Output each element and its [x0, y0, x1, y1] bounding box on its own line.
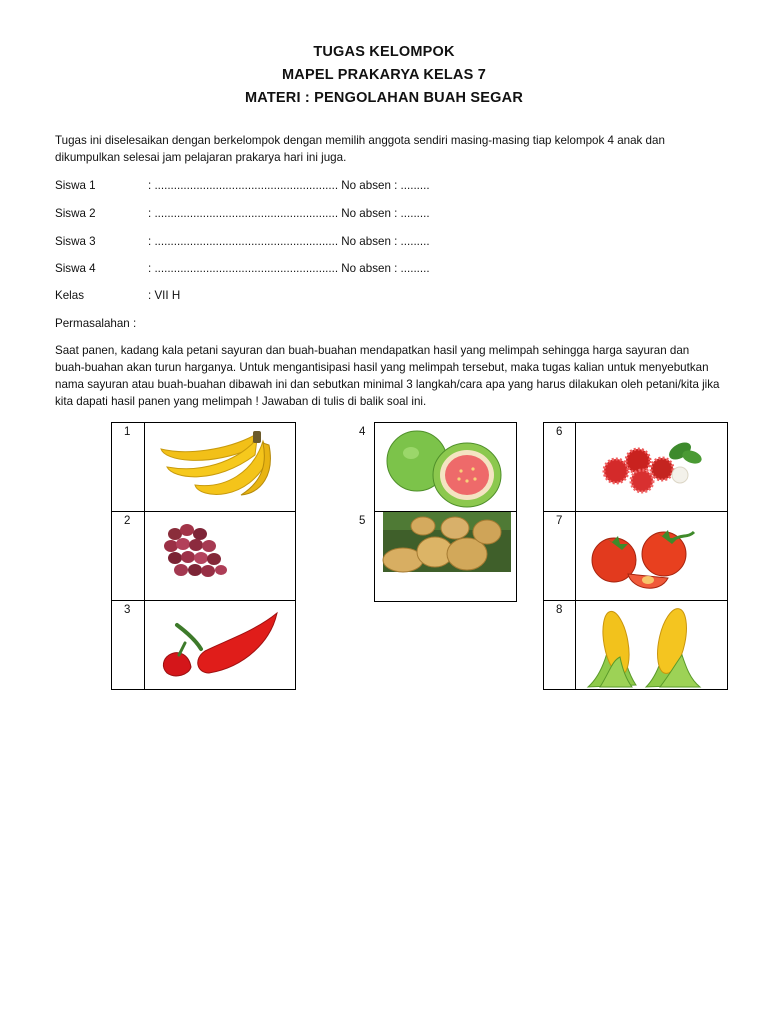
- table-row: [544, 423, 728, 512]
- student-blank: : ......................................................... No absen : .........: [148, 262, 430, 275]
- student-label: Siswa 2: [55, 207, 96, 220]
- potato-icon: [375, 512, 515, 600]
- produce-table-left: [111, 422, 296, 690]
- item-image-cell: [145, 423, 296, 512]
- student-blank: : ......................................................... No absen : .........: [148, 207, 430, 220]
- item-image-cell: [576, 423, 728, 512]
- student-label: Siswa 3: [55, 235, 96, 248]
- item-image-cell: [145, 601, 296, 690]
- tomato-icon: [576, 512, 726, 600]
- problem-paragraph: Saat panen, kadang kala petani sayuran dan buah-buahan mendapatkan hasil yang melimpah sehingga harga sayuran dan buah-buahan akan turun harganya. Untuk mengantisipasi hasil yang melimpah tersebut, maka tugas kalian untuk menyebutkan nama sayuran atau buah-buahan dibawah ini dan sebutkan minimal 3 langkah/cara apa yang harus dilakukan oleh petani/kita jika kita dapati hasil panen yang melimpah ! Jawaban di tulis di balik soal ini.: [55, 344, 720, 408]
- student-label: Siswa 1: [55, 179, 96, 192]
- item-number: 7: [544, 512, 576, 601]
- item-image-cell: [576, 512, 728, 601]
- banana-icon: [145, 423, 295, 511]
- title-line-2: MAPEL PRAKARYA KELAS 7: [282, 67, 486, 83]
- guava-icon: [375, 423, 515, 511]
- item-image-cell: [359, 512, 517, 602]
- table-row: [112, 601, 296, 690]
- item-image-cell: [359, 423, 517, 512]
- item-number: 3: [112, 601, 145, 690]
- title-line-3: MATERI : PENGOLAHAN BUAH SEGAR: [244, 90, 523, 106]
- table-row: [375, 423, 517, 512]
- produce-table-right: [543, 422, 728, 690]
- student-blank: : ......................................................... No absen : .........: [148, 235, 430, 248]
- corn-icon: [576, 601, 726, 689]
- title-line-1: TUGAS KELOMPOK: [313, 44, 455, 60]
- shallot-icon: [145, 512, 295, 600]
- kelas-value: : VII H: [148, 289, 181, 302]
- rambutan-icon: [576, 423, 726, 511]
- table-row: [375, 512, 517, 602]
- student-label: Siswa 4: [55, 262, 96, 275]
- table-row: [544, 601, 728, 690]
- item-number: 4: [359, 426, 366, 438]
- item-image-cell: [145, 512, 296, 601]
- item-number: 8: [544, 601, 576, 690]
- kelas-label: Kelas: [55, 289, 85, 302]
- table-row: [544, 512, 728, 601]
- item-image-cell: [576, 601, 728, 690]
- item-number: 2: [112, 512, 145, 601]
- chili-icon: [145, 601, 295, 689]
- table-row: [112, 423, 296, 512]
- item-number: 1: [112, 423, 145, 512]
- student-blank: : ......................................................... No absen : .........: [148, 179, 430, 192]
- produce-table-middle: [359, 422, 517, 602]
- intro-paragraph: Tugas ini diselesaikan dengan berkelompok dengan memilih anggota sendiri masing-masing tiap kelompok 4 anak dan dikumpulkan selesai jam pelajaran prakarya hari ini juga.: [55, 134, 665, 164]
- item-number: 6: [544, 423, 576, 512]
- item-number: 5: [359, 515, 366, 527]
- table-row: [112, 512, 296, 601]
